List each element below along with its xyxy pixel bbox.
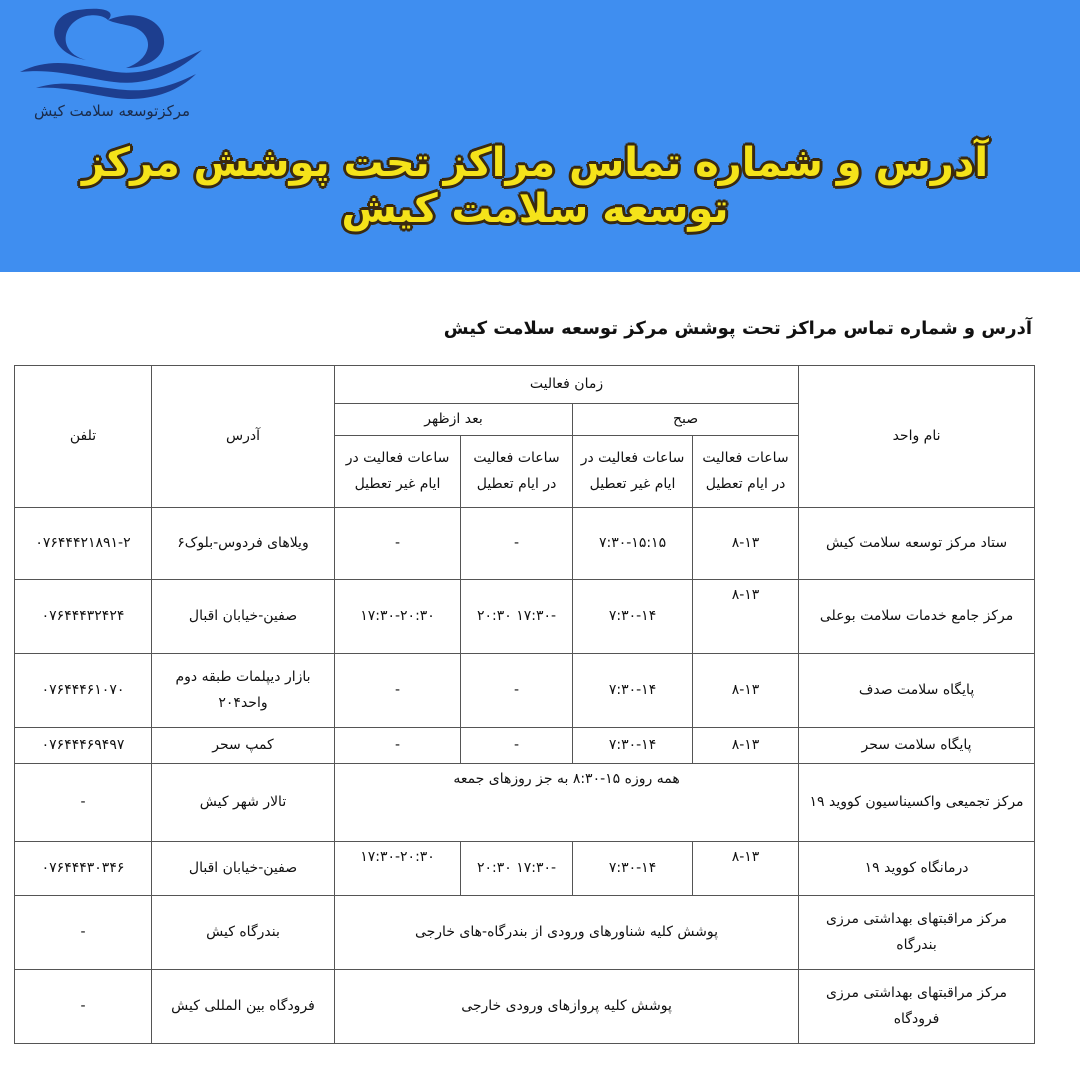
- afternoon-holiday-hours: -۱۷:۳۰ ۲۰:۳۰: [461, 841, 573, 895]
- table-row: [15, 841, 1035, 895]
- morning-normal-hours: ۷:۳۰-۱۴: [573, 579, 693, 653]
- phone: ۰۷۶۴۴۴۳۰۳۴۶: [15, 841, 152, 895]
- afternoon-normal-hours: -: [335, 653, 461, 727]
- header-nonholiday-hours: ساعات فعالیت در ایام غیر تعطیل: [573, 435, 693, 507]
- logo: [12, 2, 212, 132]
- address: صفین-خیابان اقبال: [152, 841, 335, 895]
- address: بندرگاه کیش: [152, 895, 335, 969]
- document-title: آدرس و شماره تماس مراکز تحت پوشش مرکز توسعه سلامت کیش: [443, 318, 1032, 339]
- phone: -: [15, 969, 152, 1043]
- table-row: [15, 763, 1035, 841]
- afternoon-holiday-hours: -: [461, 727, 573, 763]
- table-row: [15, 969, 1035, 1043]
- phone: ۰۷۶۴۴۴۳۲۴۲۴: [15, 579, 152, 653]
- banner-title: آدرس و شماره تماس مراکز تحت پوشش مرکز توسعه سلامت کیش: [81, 140, 989, 232]
- afternoon-holiday-hours: -: [461, 653, 573, 727]
- table-row: [15, 727, 1035, 763]
- afternoon-normal-hours: -: [335, 507, 461, 579]
- unit-name: پایگاه سلامت سحر: [799, 727, 1035, 763]
- header-banner: [0, 0, 1080, 272]
- morning-holiday-hours: ۸-۱۳: [693, 727, 799, 763]
- morning-normal-hours: ۷:۳۰-۱۴: [573, 727, 693, 763]
- address: بازار دیپلمات طبقه دوم واحد۲۰۴: [152, 653, 335, 727]
- table-row: [15, 579, 1035, 653]
- morning-normal-hours: ۷:۳۰-۱۴: [573, 841, 693, 895]
- address: ویلاهای فردوس-بلوک۶: [152, 507, 335, 579]
- merged-hours: پوشش کلیه پروازهای ورودی خارجی: [335, 969, 799, 1043]
- header-row: [15, 366, 1035, 404]
- address: کمپ سحر: [152, 727, 335, 763]
- merged-hours: پوشش کلیه شناورهای ورودی از بندرگاه-های خارجی: [335, 895, 799, 969]
- afternoon-normal-hours: ۱۷:۳۰-۲۰:۳۰: [335, 841, 461, 895]
- afternoon-normal-hours: -: [335, 727, 461, 763]
- header-afternoon: بعد ازظهر: [335, 404, 573, 436]
- merged-hours: همه روزه ۱۵-۸:۳۰ به جز روزهای جمعه: [335, 763, 799, 841]
- centers-table: [14, 365, 1035, 1044]
- logo-text: مرکزتوسعه سلامت کیش: [33, 102, 191, 120]
- header-holiday-hours: ساعات فعالیت در ایام تعطیل: [693, 435, 799, 507]
- morning-holiday-hours: ۸-۱۳: [693, 653, 799, 727]
- morning-holiday-hours: ۸-۱۳: [693, 841, 799, 895]
- header-activity-time: زمان فعالیت: [335, 366, 799, 404]
- wave-icon: [16, 2, 206, 102]
- unit-name: مرکز جامع خدمات سلامت بوعلی: [799, 579, 1035, 653]
- phone: ۰۷۶۴۴۴۲۱۸۹۱-۲: [15, 507, 152, 579]
- phone: ۰۷۶۴۴۴۶۹۴۹۷: [15, 727, 152, 763]
- address: فرودگاه بین المللی کیش: [152, 969, 335, 1043]
- morning-normal-hours: ۷:۳۰-۱۴: [573, 653, 693, 727]
- address: تالار شهر کیش: [152, 763, 335, 841]
- unit-name: ستاد مرکز توسعه سلامت کیش: [799, 507, 1035, 579]
- morning-normal-hours: ۷:۳۰-۱۵:۱۵: [573, 507, 693, 579]
- unit-name: پایگاه سلامت صدف: [799, 653, 1035, 727]
- unit-name: مرکز مراقبتهای بهداشتی مرزی فرودگاه: [799, 969, 1035, 1043]
- header-holiday-hours: ساعات فعالیت در ایام تعطیل: [461, 435, 573, 507]
- header-phone: تلفن: [15, 366, 152, 508]
- header-morning: صبح: [573, 404, 799, 436]
- unit-name: مرکز تجمیعی واکسیناسیون کووید ۱۹: [799, 763, 1035, 841]
- table-row: [15, 653, 1035, 727]
- morning-holiday-hours: ۸-۱۳: [693, 579, 799, 653]
- table-row: [15, 895, 1035, 969]
- table-row: [15, 507, 1035, 579]
- morning-holiday-hours: ۸-۱۳: [693, 507, 799, 579]
- address: صفین-خیابان اقبال: [152, 579, 335, 653]
- afternoon-normal-hours: ۱۷:۳۰-۲۰:۳۰: [335, 579, 461, 653]
- header-unit-name: نام واحد: [799, 366, 1035, 508]
- afternoon-holiday-hours: -: [461, 507, 573, 579]
- header-address: آدرس: [152, 366, 335, 508]
- phone: -: [15, 895, 152, 969]
- phone: ۰۷۶۴۴۴۶۱۰۷۰: [15, 653, 152, 727]
- unit-name: مرکز مراقبتهای بهداشتی مرزی بندرگاه: [799, 895, 1035, 969]
- unit-name: درمانگاه کووید ۱۹: [799, 841, 1035, 895]
- afternoon-holiday-hours: -۱۷:۳۰ ۲۰:۳۰: [461, 579, 573, 653]
- header-nonholiday-hours: ساعات فعالیت در ایام غیر تعطیل: [335, 435, 461, 507]
- phone: -: [15, 763, 152, 841]
